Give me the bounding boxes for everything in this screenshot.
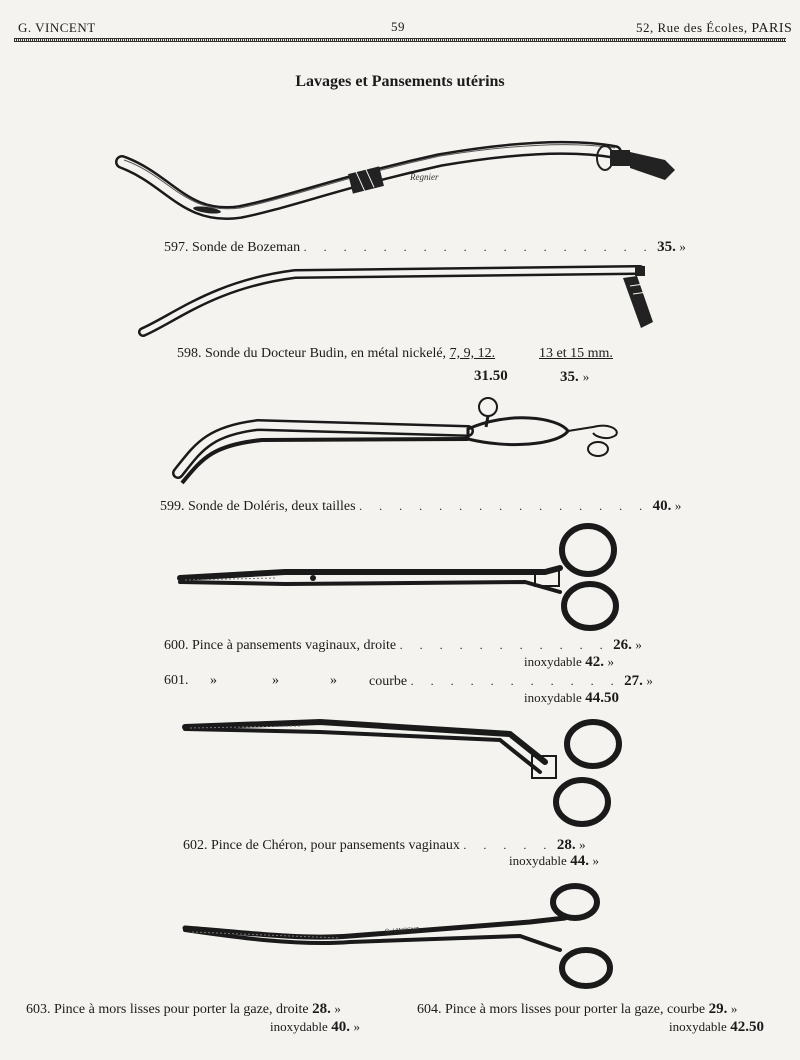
item-597 (164, 239, 686, 256)
item-604-label: 604. Pince à mors lisses pour porter la gaze, courbe (417, 1002, 706, 1017)
item-599-price: 40. (652, 498, 672, 514)
item-601-inox-label: inoxydable (524, 690, 582, 705)
header-left: G. VINCENT (18, 20, 96, 35)
item-597-dots: . . . . . . . . . . . . . . . . . . (303, 240, 654, 254)
item-599-label: 599. Sonde de Doléris, deux tailles (160, 499, 356, 514)
page-title: Lavages et Pansements utérins (295, 73, 505, 90)
item-597-label: 597. Sonde de Bozeman (164, 240, 301, 255)
item-604-price: 29. (708, 1001, 728, 1017)
item-604-inox-price: 42.50 (730, 1019, 765, 1035)
item-603-mark: » (334, 1001, 341, 1016)
item-603 (26, 1001, 341, 1018)
item-603-inox-label: inoxydable (270, 1019, 328, 1034)
item-599 (160, 498, 681, 515)
item-600-inox-price: 42. (585, 654, 605, 670)
item-597-price: 35. (657, 239, 676, 255)
item-598-sizes-a: 7, 9, 12. (449, 346, 496, 361)
item-601-inox-price: 44.50 (585, 690, 620, 706)
pince-mors-lisses-illustration (180, 880, 620, 990)
item-604-inox-label: inoxydable (669, 1019, 727, 1034)
item-598-label: 598. Sonde du Docteur Budin, en métal nickelé, (177, 346, 447, 361)
item-603-inox-price: 40. (331, 1019, 351, 1035)
item-602-inox-mark: » (592, 853, 600, 868)
sonde-bozeman-illustration (110, 140, 690, 230)
item-600-inox-label: inoxydable (524, 654, 582, 669)
item-597-mark: » (679, 239, 686, 254)
item-600 (164, 637, 642, 654)
item-602-dots: . . . . . (463, 838, 554, 852)
sonde-doleris-illustration (168, 393, 628, 488)
engraver-signature: Regnier (410, 172, 439, 182)
header-rule (14, 38, 786, 42)
item-600-label: 600. Pince à pansements vaginaux, droite (164, 638, 397, 653)
item-598-mark-b: » (582, 369, 590, 384)
item-600-mark: » (635, 637, 642, 652)
item-602-inox (509, 853, 599, 870)
header-address-city: PARIS (751, 21, 793, 36)
item-599-dots: . . . . . . . . . . . . . . . (359, 499, 650, 513)
item-598-sizes-b: 13 et 15 mm. (539, 346, 613, 361)
header-address (636, 20, 792, 37)
item-599-mark: » (674, 498, 682, 513)
item-598 (177, 346, 495, 362)
page-number: 59 (391, 19, 405, 34)
item-601-ditto-3: » (330, 673, 337, 688)
item-604 (417, 1001, 737, 1018)
pince-pansements-droite-illustration (175, 522, 625, 632)
item-598-price-a: 31.50 (474, 368, 508, 384)
item-602 (183, 837, 586, 854)
pince-cheron-illustration (180, 712, 630, 832)
item-601-num: 601. (164, 673, 189, 688)
item-601-ditto-1: » (210, 673, 217, 688)
item-603-inox (270, 1019, 360, 1036)
item-602-label: 602. Pince de Chéron, pour pansements vaginaux (183, 838, 460, 853)
item-601-ditto-2: » (272, 673, 279, 688)
item-602-inox-label: inoxydable (509, 853, 567, 868)
header-address-street: 52, Rue des Écoles, (636, 20, 748, 35)
item-602-price: 28. (556, 837, 576, 853)
item-604-inox (669, 1019, 764, 1036)
item-603-inox-mark: » (353, 1019, 361, 1034)
item-602-mark: » (579, 837, 586, 852)
item-604-mark: » (730, 1001, 738, 1016)
item-603-label: 603. Pince à mors lisses pour porter la gaze, droite (26, 1002, 309, 1017)
item-600-price: 26. (613, 637, 632, 653)
item-601 (369, 673, 653, 690)
item-601-mark: » (646, 673, 653, 688)
item-603-price: 28. (312, 1001, 331, 1017)
item-601-inox (524, 690, 619, 707)
item-602-inox-price: 44. (570, 853, 590, 869)
item-601-price: 27. (624, 673, 643, 689)
item-598-price-b: 35. (560, 369, 579, 385)
item-598-price-b-group (560, 368, 589, 386)
engraved-brand: G. VINCENT (384, 927, 420, 935)
item-600-inox (524, 654, 614, 671)
item-601-label: courbe (369, 674, 408, 689)
sonde-budin-illustration (135, 258, 665, 343)
item-600-dots: . . . . . . . . . . . (399, 638, 610, 652)
item-601-dots: . . . . . . . . . . . (410, 674, 621, 688)
item-600-inox-mark: » (607, 654, 615, 669)
